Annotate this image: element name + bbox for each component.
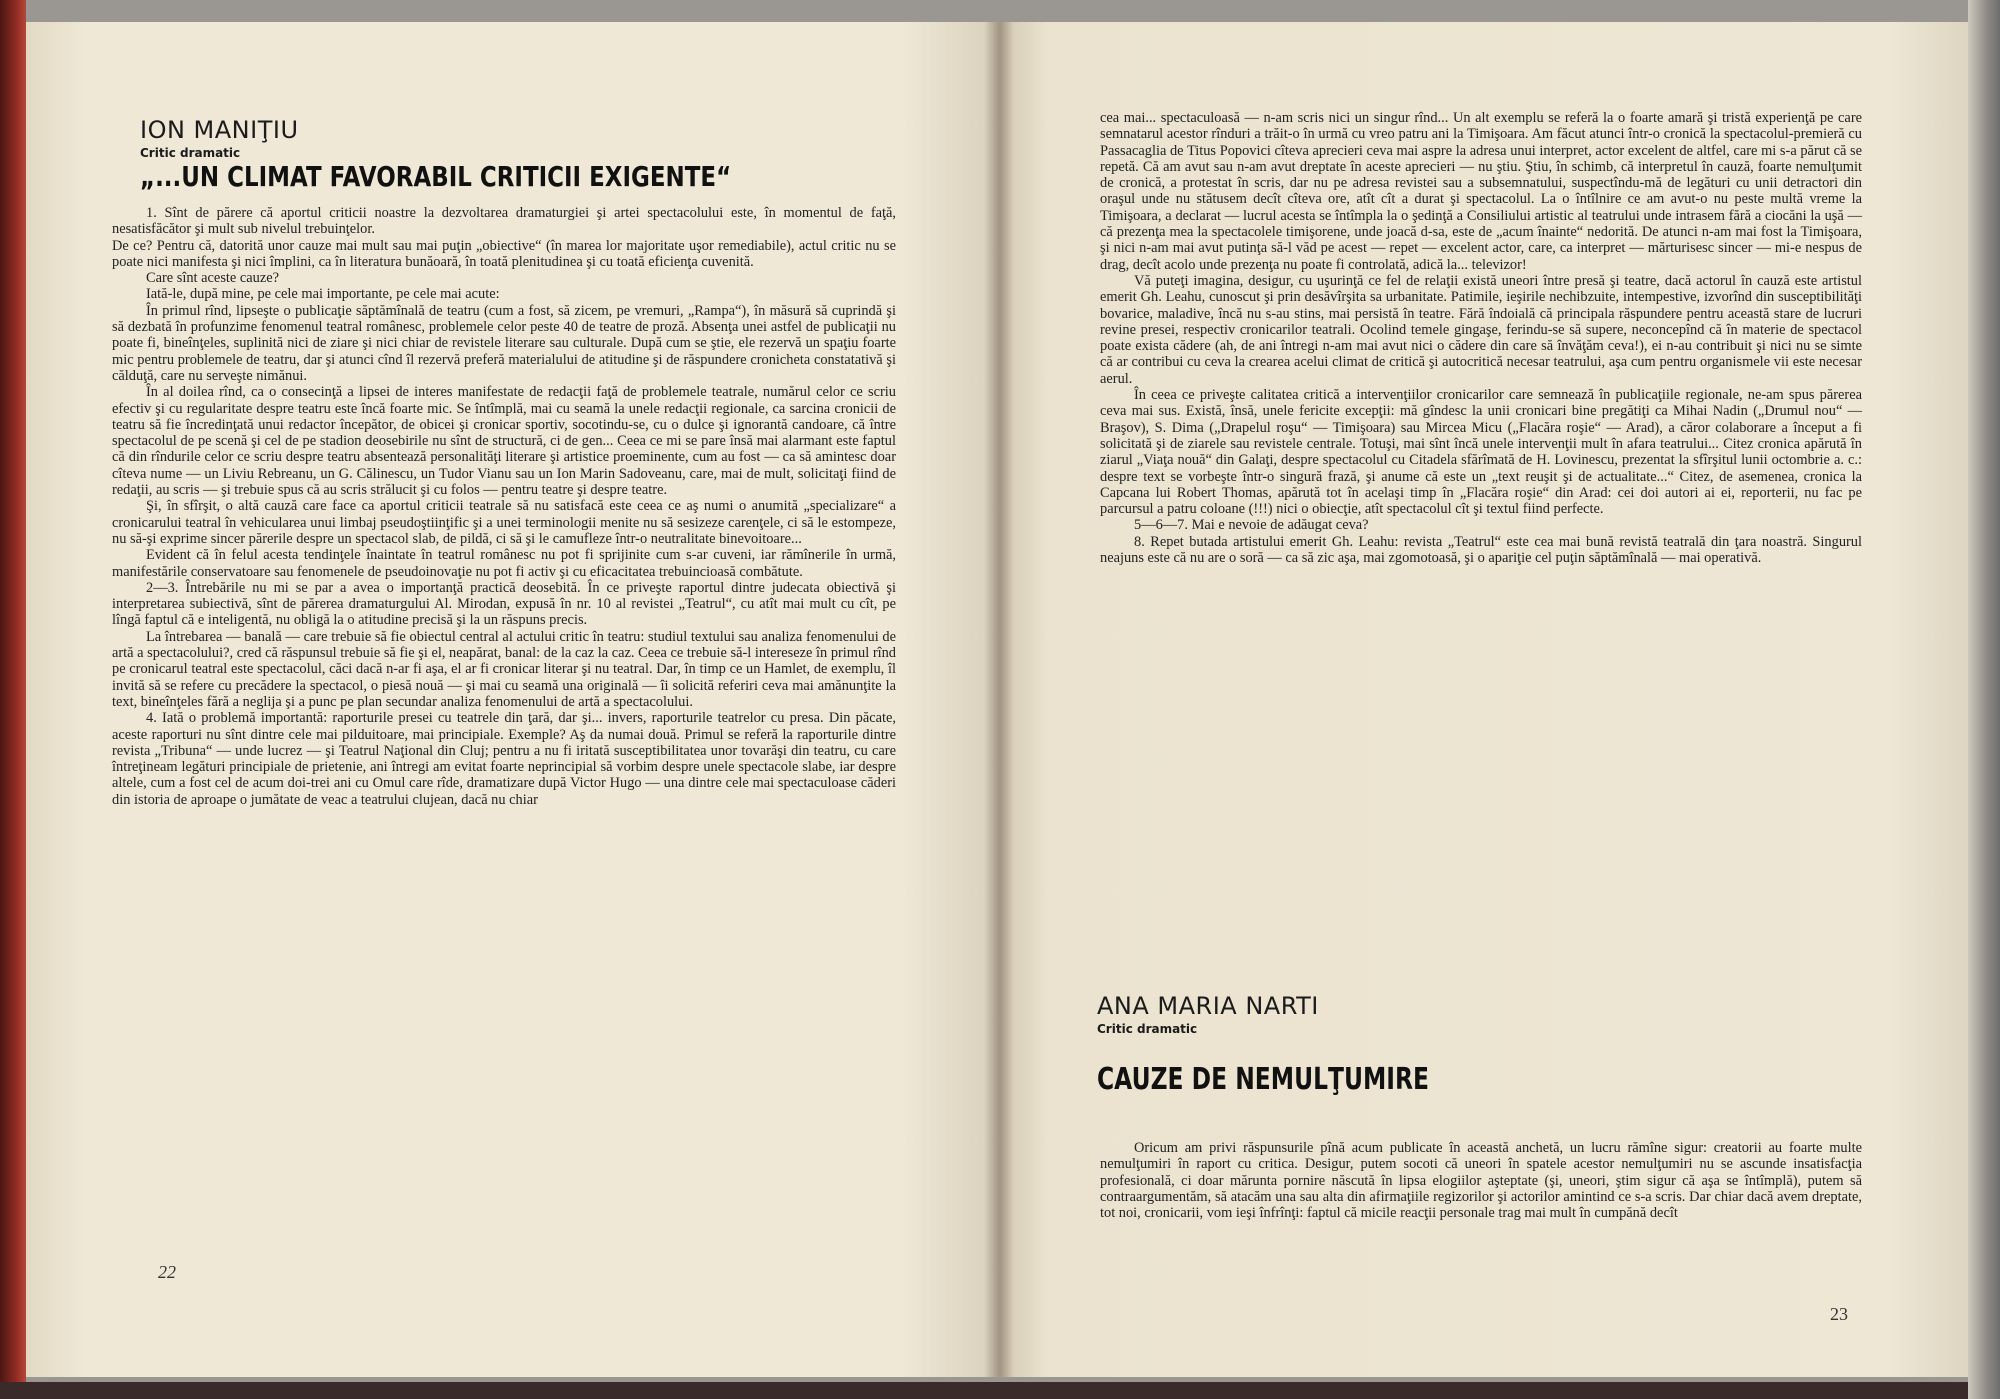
article-title: „...UN CLIMAT FAVORABIL CRITICII EXIGENTE“ (140, 160, 732, 193)
paragraph: Iată-le, după mine, pe cele mai importante, pe cele mai acute: (146, 286, 500, 303)
paragraph: 4. Iată o problemă importantă: raporturile presei cu teatrele din ţară, dar şi... invers, raporturile teatrelor cu presa. Din păcate, aceste raporturi nu sînt dintre cele mai pilduitoare, mai principiale. Exemple? Aş da numai două. Primul se referă la raporturile dintre revista „Tribuna“ — unde lucrez — şi Teatrul Naţional din Cluj; pentru a nu fi iritată susceptibilitatea unor tovarăşi din teatru, cu care întreţineam legături principiale de prietenie, ani întregi am evitat foarte neprincipial să vorbim despre unele spectacole slabe, iar despre altele, cum a fost cel de acum doi-trei ani cu Omul care rîde, dramatizare după Victor Hugo — una dintre cele mai spectaculoase căderi din istoria de aproape o jumătate de veac a teatrului clujean, dacă nu chiar (112, 710, 896, 808)
paragraph: În primul rînd, lipseşte o publicaţie săptămînală de teatru (cum a fost, să zicem, pe vremuri, „Rampa“), în măsură să cuprindă şi să dezbată în profunzime fenomenul teatral românesc, problemele celor peste 40 de teatre de proză. Absenţa unei astfel de publicaţii nu poate fi, bineînţeles, suplinită nici de ziare şi nici chiar de revistele literare sau culturale. După cum se ştie, ele rezervă un spaţiu foarte mic pentru problemele de teatru, dar şi atunci cînd îl rezervă preferă materialului de atitudine şi de răspundere cronicheta constatativă şi călduţă, care nu serveşte nimănui. (112, 302, 896, 384)
right-page (1000, 22, 1968, 1377)
paragraph: 2—3. Întrebările nu mi se par a avea o importanţă practică deosebită. În ce priveşte raportul dintre judecata obiectivă şi interpretarea subiectivă, sînt de părerea dramaturgului Al. Mirodan, expusă în nr. 10 al revistei „Teatrul“, cu atît mai mult cu cît, pe lîngă faptul că e inteligentă, nu obligă la o atitudine precisă şi la un răspuns precis. (112, 579, 896, 629)
paragraph: 5—6—7. Mai e nevoie de adăugat ceva? (1134, 517, 1369, 534)
paragraph: Şi, în sfîrşit, o altă cauză care face ca aportul criticii teatrale să nu satisfacă este ceea ce aş numi o anumită „specializare“ a cronicarului teatral în vehicularea unui limbaj pseudoştiinţific şi a unei terminologii menite nu să sesizeze carenţele, ci să le estompeze, nu să-şi exprime sincer părerile despre un spectacol slab, de pildă, ci să şi le camufleze într-o neutralitate binevoitoare... (112, 498, 896, 547)
author-name: ION MANIŢIU (140, 116, 299, 144)
paragraph: Evident că în felul acesta tendinţele înaintate în teatrul românesc nu pot fi sprijinite cum s-ar cuveni, iar rămînerile în urmă, manifestările conservatoare sau fenomenele de pseudoinovaţie nu pot fi activ şi cu eficacitatea trebuincioasă combătute. (112, 547, 896, 580)
page-number: 22 (158, 1262, 176, 1282)
book-gutter (984, 22, 1014, 1377)
left-page (26, 22, 1000, 1377)
book-bottom-edge (0, 1382, 2000, 1399)
second-author-role: Critic dramatic (1097, 1022, 1198, 1036)
article-continuation (1100, 110, 1862, 566)
second-article-title: CAUZE DE NEMULŢUMIRE (1097, 1062, 1429, 1097)
page-stack-edge (1968, 0, 2000, 1399)
paragraph: Oricum am privi răspunsurile pînă acum publicate în această anchetă, un lucru rămîne sigur: creatorii au foarte multe nemulţumiri în raport cu critica. Desigur, putem socoti că uneori în spatele acestor nemulţumiri nu se ascunde insatisfacţia profesională, ci doar mărunta pornire născută în lipsa elogiilor aşteptate (şi, uneori, ştim sigur că aşa se întîmplă), putem să contraargumentăm, să atacăm una sau alta din afirmaţiile regizorilor şi actorilor amintind ce s-a scris. Dar chiar dacă avem dreptate, tot noi, cronicarii, vom ieşi înfrînţi: faptul că micile reacţii personale trag mai mult în cumpănă decît (1100, 1140, 1862, 1222)
paragraph: Vă puteţi imagina, desigur, cu uşurinţă ce fel de relaţii există uneori între presă şi teatre, dacă actorul în cauză este artistul emerit Gh. Leahu, cunoscut şi prin desăvîrşita sa urbanitate. Patimile, ieşirile nechibzuite, intempestive, izvorînd din susceptibilităţi bovarice, maladive, încă nu s-au stins, mai persistă în teatre. Fără îndoială că principala răspundere pentru această stare de lucruri revine presei, respectiv cronicarilor teatrali. Ocolind temele gingaşe, ferindu-se să supere, neconcepînd că în materie de spectacol poate exista cădere (ah, de ani întregi n-am mai avut nici o cădere din care să învăţăm ceva!), ei n-au contribuit şi nici nu se simte că ar contribui cu ceva la crearea acelui climat de critică şi autocritică necesar teatrului, aşa cum pentru organismele vii este necesar aerul. (1100, 272, 1862, 387)
paragraph: La întrebarea — banală — care trebuie să fie obiectul central al actului critic în teatru: studiul textului sau analiza fenomenului de artă a spectacolului?, cred că răspunsul trebuie să fie şi el, neapărat, banal: de la caz la caz. Ceea ce trebuie să-l intereseze în primul rînd pe cronicarul teatral este spectacolul, căci dacă n-ar fi aşa, el ar fi cronicar literar şi nu teatral. Dar, în timp ce un Hamlet, de exemplu, îl invită să se refere cu precădere la spectacol, o piesă nouă — şi mai cu seamă una originală — îi solicită referiri ceva mai amănunţite la text, bineînţeles fără a neglija şi a punc pe plan secundar analiza fenomenului de artă a spectacolului. (112, 628, 896, 710)
author-role: Critic dramatic (140, 146, 241, 160)
article-body (112, 205, 896, 808)
page-number: 23 (1830, 1304, 1848, 1324)
paragraph: cea mai... spectaculoasă — n-am scris nici un singur rînd... Un alt exemplu se referă la o foarte amară şi tristă experienţă pe care semnatarul acestor rînduri a trăit-o în urmă cu vreo patru ani la Timişoara. Am făcut atunci într-o cronică la spectacolul-premieră cu Passacaglia de Titus Popovici cîteva aprecieri ceva mai aspre la adresa unui interpret, actor excelent de altfel, care mi s-a părut că se repetă. Că am avut sau n-am avut dreptate în aceste aprecieri — nu ştiu. Ştiu, în schimb, că interpretul în cauză, foarte nemulţumit de cronică, a protestat în scris, dar nu pe adresa revistei sau a subsemnatului, suspectîndu-mă de legături cu unii detractori din oraşul unde nu stătusem decît cîteva ore, atît cît a durat şi spectacolul. La o întîlnire ce am avut-o nu peste multă vreme la Timişoara, a declarat — lucrul acesta se întîmpla la o şedinţă a Consiliului artistic al teatrului unde intrasem fără a ciocăni la uşă — că prezenţa mea la spectacolele timişorene, unde joacă d-sa, este de „acum înainte“ nedorită. De atunci n-am mai fost la Timişoara, şi nici n-am mai avut putinţa să-l văd pe acest — repet — excelent actor, care, ca interpret — mărturisesc sincer — mi-e nespus de drag, decît acolo unde prezenţa nu poate fi controlată, adică la... televizor! (1100, 110, 1862, 273)
second-article-body (1100, 1140, 1862, 1221)
paragraph: În ceea ce priveşte calitatea critică a intervenţiilor cronicarilor care semnează în publicaţiile regionale, ne-am spus părerea ceva mai sus. Există, însă, unele fericite excepţii: mă gîndesc la unii cronicari bine pregătiţi ca Mihai Nadin („Drumul nou“ — Braşov), S. Dima („Drapelul roşu“ — Timişoara) sau Mircea Micu („Flacăra roşie“ — Arad), a căror colaborare a început a fi solicitată şi de ziarele sau revistele centrale. Totuşi, mai sînt încă unele intervenţii mult în afara teatrului... Citez cronica apărută în ziarul „Viaţa nouă“ din Galaţi, despre spectacolul cu Citadela sfărîmată de H. Lovinescu, prezentat la sfîrşitul lunii octombrie a. c.: despre text se vorbeşte într-o singură frază, şi anume că este un „text reuşit şi de actualitate...“ Citez, de asemenea, cronica la Capcana lui Robert Thomas, apărută tot în acelaşi timp în „Flacăra roşie“ din Arad: cei doi autori ai ei, reporterii, nu fac pe parcursul a patru coloane (!!!) nici o obiecţie, atît spectacolul cît şi textul fiind perfecte. (1100, 387, 1862, 518)
paragraph: Care sînt aceste cauze? (146, 270, 280, 287)
second-author-name: ANA MARIA NARTI (1097, 992, 1319, 1020)
paragraph: 1. Sînt de părere că aportul criticii noastre la dezvoltarea dramaturgiei şi artei spectacolului este, în momentul de faţă, nesatisfăcător şi mult sub nivelul trebuinţelor. (112, 205, 896, 238)
paragraph: De ce? Pentru că, datorită unor cauze mai mult sau mai puţin „obiective“ (în marea lor majoritate uşor remediabile), actul critic nu se poate nici manifesta şi nici împlini, ca în literatura bunăoară, în toată plenitudinea şi cu toată eficienţa cuvenită. (112, 237, 896, 270)
paragraph: 8. Repet butada artistului emerit Gh. Leahu: revista „Teatrul“ este cea mai bună revistă teatrală din ţara noastră. Singurul neajuns este că nu are o soră — ca să zic aşa, mai zgomotoasă, şi o apariţie cel puţin săptămînală — mai operativă. (1100, 533, 1862, 567)
paragraph: În al doilea rînd, ca o consecinţă a lipsei de interes manifestate de redacţii faţă de problemele teatrale, numărul celor ce scriu efectiv şi cu regularitate despre teatru este încă foarte mic. Se întîmplă, mai cu seamă la unele redacţii regionale, ca sarcina cronicii de teatru să fie încredinţată unui redactor începător, de obicei şi cronicar sportiv, socotindu-se, cu o dulce şi ignorantă candoare, că între spectacolul de pe scenă şi cel de pe stadion deosebirile nu sînt de structură, ci de gen... Ceea ce mi se pare însă mai alarmant este faptul că din rîndurile celor ce scriu despre teatru absentează personalităţi literare şi artistice proeminente, cum au fost — ca să amintesc doar cîteva nume — un Liviu Rebreanu, un G. Călinescu, un Tudor Vianu sau un Ion Marin Sadoveanu, care, mai de mult, solicitaţi fiind de redaţii, au scris — şi trebuie spus că au scris strălucit şi cu folos — pentru teatre şi despre teatre. (112, 384, 896, 499)
book-cover-spine (0, 0, 26, 1399)
